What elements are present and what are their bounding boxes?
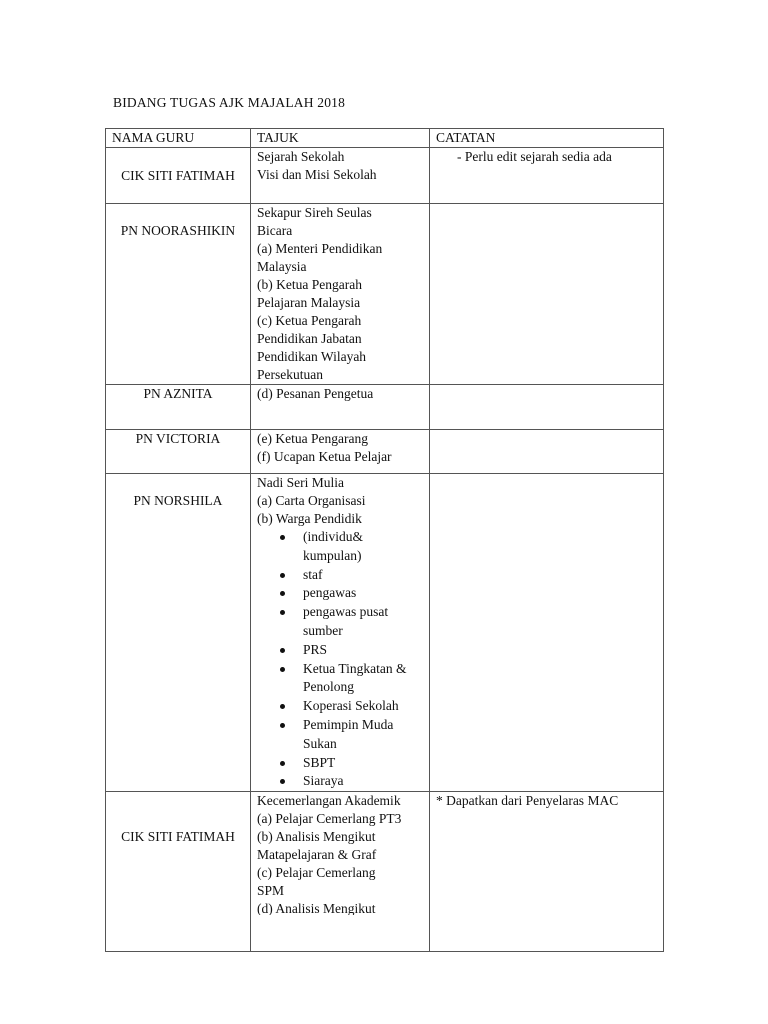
bullet-text: (individu& kumpulan) (303, 529, 363, 563)
bullet-text: PRS (303, 641, 328, 657)
teacher-name-cell (106, 204, 251, 385)
bullet-icon (280, 535, 285, 540)
topic-line: (d) Pesanan Pengetua (257, 386, 374, 401)
bullet-icon (280, 779, 285, 784)
list-item (303, 772, 423, 791)
topic-cell (251, 792, 430, 952)
bullet-icon (280, 610, 285, 615)
bullet-text: pengawas pusat sumber (303, 604, 389, 638)
list-item (303, 660, 423, 698)
topic-line: Malaysia (257, 259, 307, 274)
bullet-list (257, 528, 423, 791)
topic-line: (b) Ketua Pengarah (257, 277, 362, 292)
table-row (106, 430, 664, 474)
note-cell (430, 792, 664, 952)
topic-cell (251, 474, 430, 792)
teacher-name-cell (106, 430, 251, 474)
topic-line: (b) Warga Pendidik (257, 511, 362, 526)
bullet-text: Ketua Tingkatan & Penolong (303, 660, 407, 695)
teacher-name: PN AZNITA (143, 386, 213, 401)
teacher-name: PN NOORASHIKIN (120, 223, 236, 238)
note-cell (430, 474, 664, 792)
bullet-icon (280, 648, 285, 653)
topic-line: (a) Menteri Pendidikan (257, 241, 383, 256)
note-cell (430, 148, 664, 204)
table-row (106, 204, 664, 385)
topic-line: (c) Ketua Pengarah (257, 313, 362, 328)
topic-line: Pendidikan Wilayah (257, 349, 367, 364)
list-item (303, 584, 423, 603)
topic-line: (b) Analisis Mengikut (257, 829, 376, 845)
bullet-text: pengawas (303, 585, 357, 601)
topic-line: Persekutuan (257, 367, 323, 382)
note-text: - Perlu edit sejarah sedia ada (457, 149, 612, 164)
list-item (303, 603, 423, 641)
topic-line: SPM (257, 883, 285, 899)
topic-line: (a) Pelajar Cemerlang PT3 (257, 811, 402, 827)
list-item (303, 528, 423, 566)
teacher-name: PN VICTORIA (135, 431, 221, 446)
topic-line: (f) Ucapan Ketua Pelajar (257, 449, 392, 464)
list-item (303, 754, 423, 773)
topic-line: Sejarah Sekolah (257, 149, 345, 164)
topic-cell (251, 385, 430, 430)
teacher-name-cell (106, 792, 251, 952)
bullet-text: Siaraya (303, 773, 344, 789)
topic-line: Matapelajaran & Graf (257, 847, 377, 863)
bullet-icon (280, 591, 285, 596)
bullet-icon (280, 573, 285, 578)
table-row (106, 148, 664, 204)
topic-line: Pelajaran Malaysia (257, 295, 361, 310)
note-cell (430, 385, 664, 430)
topic-line: Sekapur Sireh Seulas (257, 205, 372, 220)
header-tajuk: TAJUK (251, 129, 430, 148)
list-item (303, 697, 423, 716)
topic-line: (a) Carta Organisasi (257, 493, 366, 508)
document-title: BIDANG TUGAS AJK MAJALAH 2018 (113, 95, 346, 110)
table-row (106, 792, 664, 952)
note-cell (430, 430, 664, 474)
note-cell (430, 204, 664, 385)
teacher-name-cell (106, 148, 251, 204)
topic-cell (251, 430, 430, 474)
teacher-name: CIK SITI FATIMAH (121, 829, 235, 845)
bullet-icon (280, 704, 285, 709)
header-name-guru: NAMA GURU (106, 129, 251, 148)
topic-line: Visi dan Misi Sekolah (257, 167, 377, 182)
bullet-icon (280, 761, 285, 766)
bullet-icon (280, 723, 285, 728)
table-header-row (106, 129, 664, 148)
bullet-text: Pemimpin Muda Sukan (303, 716, 394, 751)
note-text: * Dapatkan dari Penyelaras MAC (436, 793, 619, 809)
teacher-name: PN NORSHILA (133, 493, 223, 508)
teacher-name-cell (106, 474, 251, 792)
topic-line: (c) Pelajar Cemerlang (257, 865, 376, 881)
bullet-text: SBPT (303, 754, 336, 770)
topic-cell (251, 148, 430, 204)
topic-line: Bicara (257, 223, 293, 238)
list-item (303, 716, 423, 754)
header-catatan: CATATAN (430, 129, 664, 148)
topic-line: Kecemerlangan Akademik (257, 793, 401, 809)
list-item (303, 566, 423, 585)
list-item (303, 641, 423, 660)
topic-line: Nadi Seri Mulia (257, 475, 344, 490)
topic-line: (e) Ketua Pengarang (257, 431, 368, 446)
table-row (106, 474, 664, 792)
topic-cell (251, 204, 430, 385)
bullet-text: Koperasi Sekolah (303, 698, 399, 714)
bullet-text: staf (303, 566, 323, 582)
teacher-name-cell (106, 385, 251, 430)
assignment-table (105, 128, 664, 952)
topic-line: Pendidikan Jabatan (257, 331, 362, 346)
teacher-name: CIK SITI FATIMAH (121, 167, 235, 183)
bullet-icon (280, 667, 285, 672)
topic-line: (d) Analisis Mengikut (257, 901, 376, 916)
table-row (106, 385, 664, 430)
